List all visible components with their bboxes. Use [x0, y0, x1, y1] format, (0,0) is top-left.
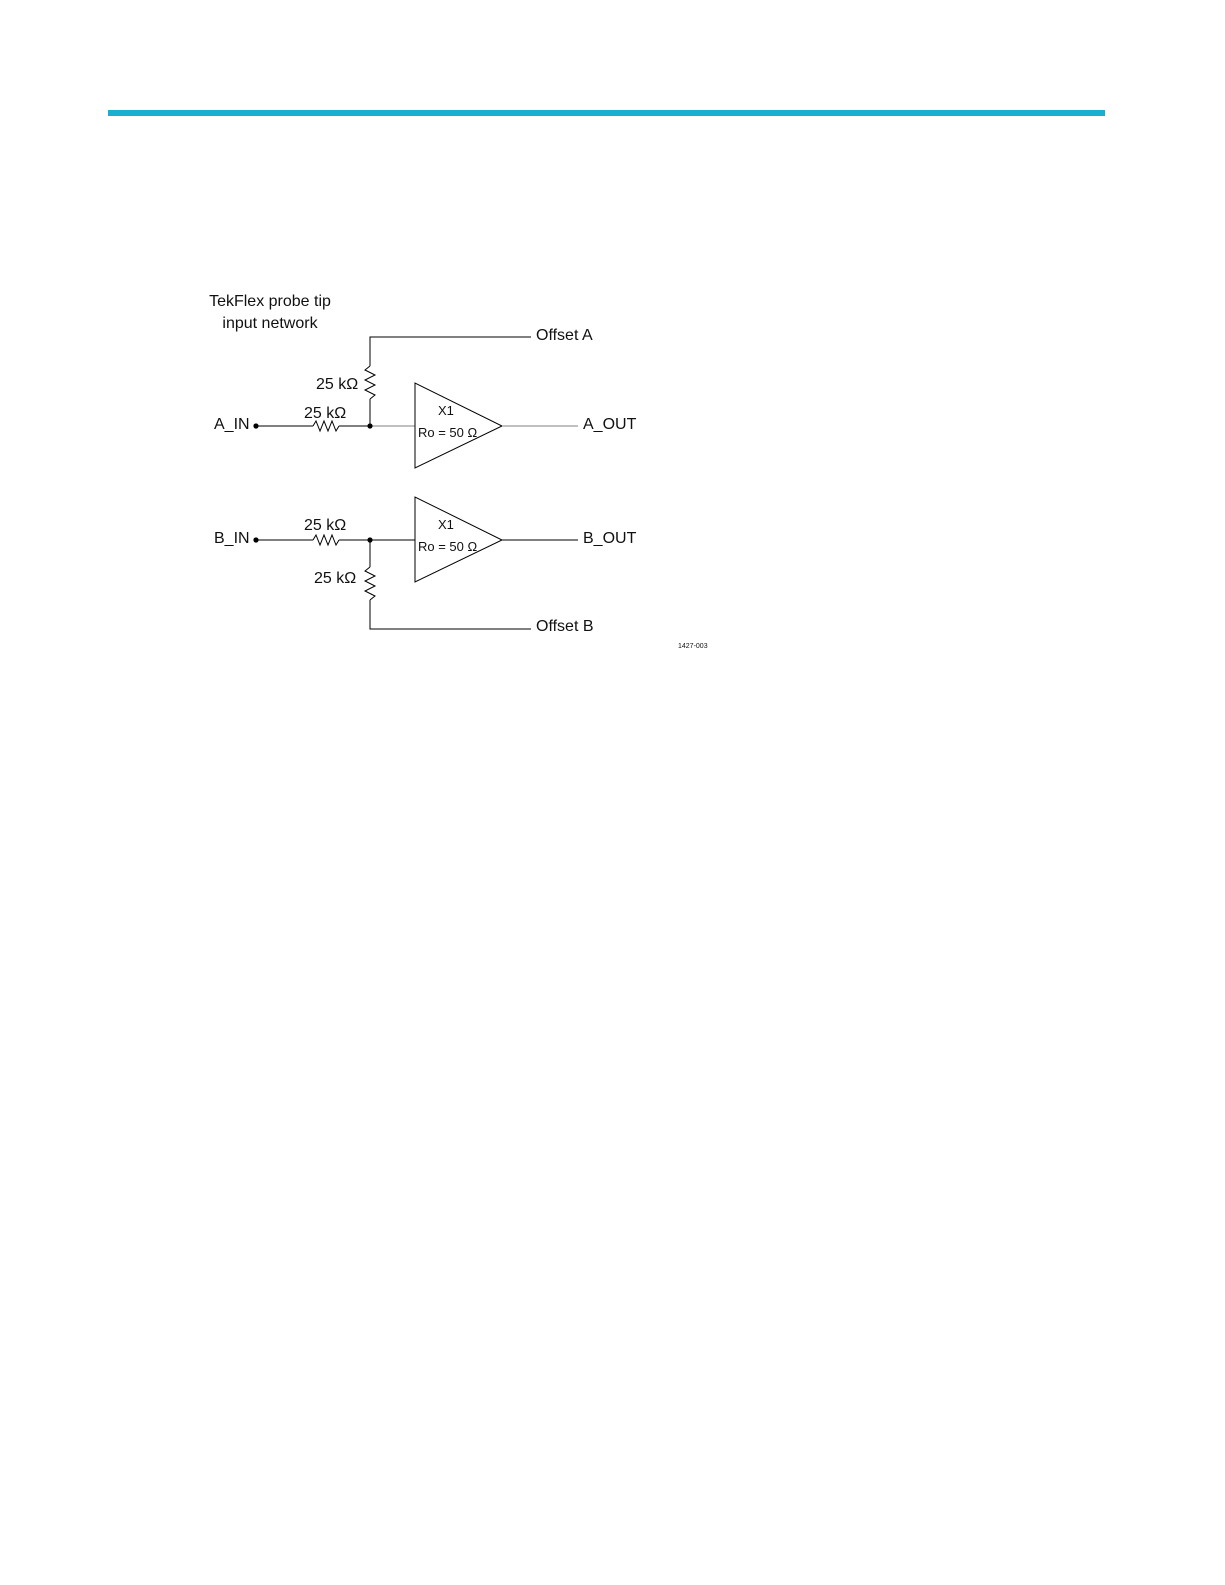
offset-a-label: Offset A — [536, 327, 593, 344]
figure-id: 1427-003 — [678, 643, 708, 650]
a-out-label: A_OUT — [583, 416, 637, 433]
offset-b-resistor-label: 25 kΩ — [314, 570, 357, 587]
amp-a-ro-label: Ro = 50 Ω — [418, 425, 478, 440]
amp-b-gain-label: X1 — [438, 517, 454, 532]
amp-a-gain-label: X1 — [438, 403, 454, 418]
title-line-2: input network — [222, 315, 318, 332]
channel-a — [214, 327, 637, 468]
b-in-terminal — [253, 537, 258, 542]
offset-b-wire — [370, 600, 531, 629]
a-in-label: A_IN — [214, 416, 250, 433]
a-in-terminal — [253, 423, 258, 428]
series-b-resistor-label: 25 kΩ — [304, 517, 347, 534]
offset-a-resistor-label: 25 kΩ — [316, 376, 359, 393]
amp-b-ro-label: Ro = 50 Ω — [418, 539, 478, 554]
offset-b-label: Offset B — [536, 618, 594, 635]
series-b-resistor — [313, 535, 339, 545]
b-in-label: B_IN — [214, 530, 250, 547]
series-a-resistor-label: 25 kΩ — [304, 405, 347, 422]
b-out-label: B_OUT — [583, 530, 637, 547]
offset-a-wire — [370, 337, 531, 366]
series-a-resistor — [313, 421, 339, 431]
offset-a-resistor — [365, 366, 375, 399]
channel-b — [214, 497, 637, 635]
title-line-1: TekFlex probe tip — [209, 293, 331, 310]
a-junction-dot — [367, 423, 372, 428]
offset-b-resistor — [365, 567, 375, 600]
